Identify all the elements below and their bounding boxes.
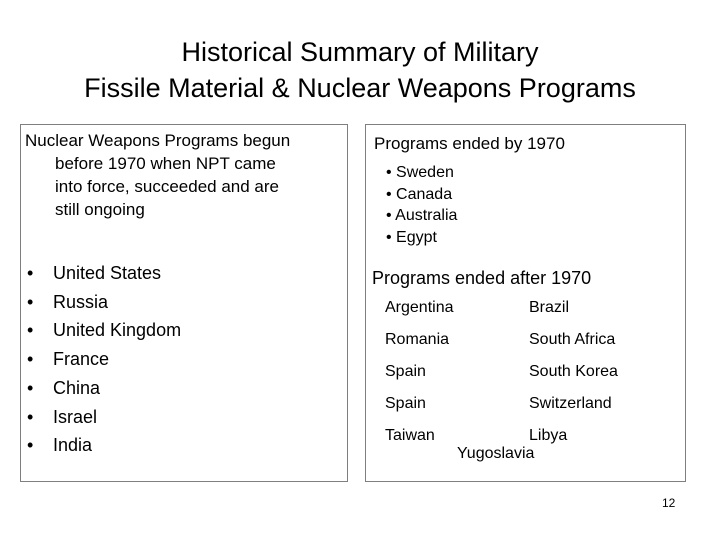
country-name: South Korea <box>529 363 618 380</box>
country-name: Taiwan <box>385 427 435 444</box>
list-item <box>27 374 181 403</box>
country-name: India <box>53 435 93 456</box>
country-name: Spain <box>385 363 426 380</box>
title-line-2: Fissile Material & Nuclear Weapons Programs <box>84 73 636 103</box>
bullet: • <box>27 406 34 427</box>
country-row <box>385 395 675 427</box>
heading-line: still ongoing <box>55 200 145 219</box>
country-name: Romania <box>385 331 450 348</box>
list-item <box>27 288 181 317</box>
ended-by-1970-list <box>386 162 457 248</box>
bullet: • <box>27 349 34 370</box>
list-item <box>27 403 181 432</box>
country-name: United States <box>53 263 162 283</box>
ended-after-1970-grid <box>385 299 675 462</box>
country-name: Switzerland <box>529 395 612 412</box>
list-item: • Egypt <box>386 228 437 246</box>
ongoing-programs-box <box>20 124 348 482</box>
list-item <box>27 316 181 345</box>
country-name: South Africa <box>529 331 616 348</box>
ended-by-1970-title: Programs ended by 1970 <box>374 134 565 153</box>
list-item: • Sweden <box>386 164 454 181</box>
heading-line: Nuclear Weapons Programs begun <box>25 131 291 150</box>
heading-line: before 1970 when NPT came <box>55 154 276 173</box>
country-name: Yugoslavia <box>457 445 535 462</box>
bullet: • <box>27 377 34 398</box>
country-name: Russia <box>53 291 109 312</box>
list-item: • Australia <box>386 207 458 224</box>
country-name: Libya <box>529 427 568 444</box>
country-row <box>385 363 675 395</box>
country-name: China <box>53 377 101 398</box>
country-row <box>385 299 675 331</box>
title-line-1: Historical Summary of Military <box>181 37 539 67</box>
bullet: • <box>27 435 34 456</box>
list-item: • Canada <box>386 185 453 203</box>
page-number: 12 <box>662 496 676 510</box>
country-row <box>385 427 675 462</box>
country-name: Brazil <box>529 299 570 316</box>
slide-title <box>0 34 720 106</box>
ended-programs-box <box>365 124 686 482</box>
bullet: • <box>27 320 34 341</box>
bullet: • <box>27 291 34 312</box>
bullet: • <box>27 263 34 283</box>
list-item <box>27 345 181 374</box>
country-name: Spain <box>385 395 426 412</box>
list-item <box>27 259 181 288</box>
list-item <box>27 431 181 460</box>
ended-after-1970-title: Programs ended after 1970 <box>372 268 592 288</box>
country-name: France <box>53 349 110 370</box>
ongoing-programs-heading <box>25 129 347 221</box>
country-name: United Kingdom <box>53 320 182 341</box>
heading-line: into force, succeeded and are <box>55 177 279 196</box>
country-name: Israel <box>53 406 98 427</box>
country-row <box>385 331 675 363</box>
country-name: Argentina <box>385 299 454 316</box>
ongoing-countries-list <box>27 259 181 460</box>
